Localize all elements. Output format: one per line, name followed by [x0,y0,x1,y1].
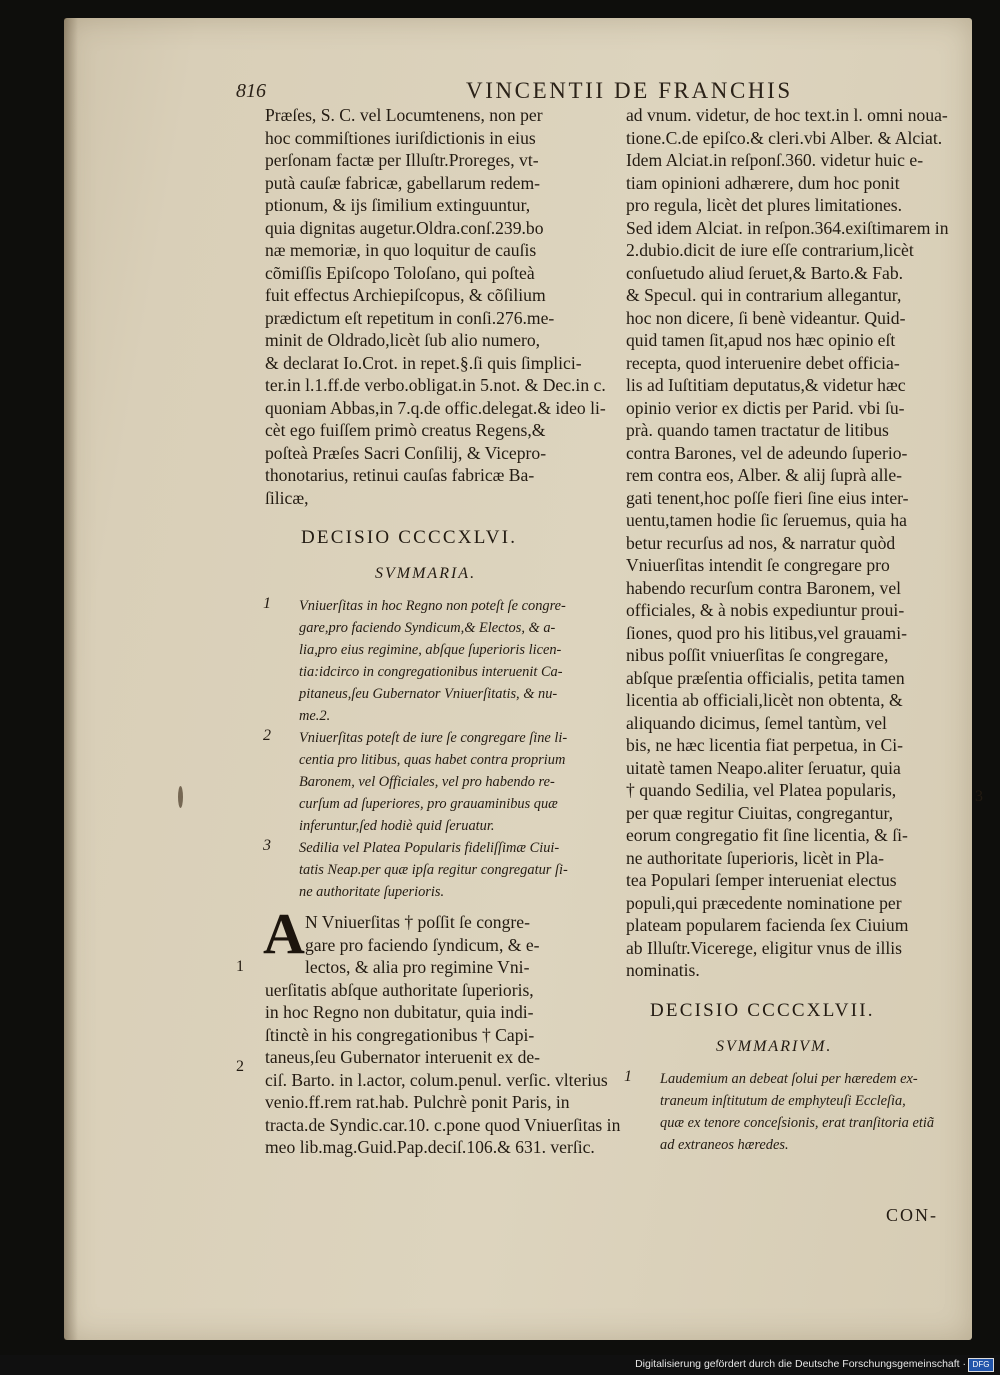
text-line: quoniam Abbas,in 7.q.de offic.delegat.& ideo li- [265,397,606,418]
text-line: ſilicæ, [265,487,309,508]
text-line: uerſitatis abſque authoritate ſuperioris, [265,979,534,1000]
text-line: ad extraneos hæredes. [660,1136,789,1153]
text-line: ne authoritate ſuperioris, licèt in Pla- [626,847,884,868]
summary-title: SVMMARIA. [375,565,477,582]
text-line: nominatis. [626,960,700,980]
left-text-block [265,104,607,509]
text-line: in hoc Regno non dubitatur, quia indi- [265,1002,534,1022]
summary-title: SVMMARIVM. [716,1037,833,1055]
text-line: me.2. [299,708,331,724]
text-line: & Specul. qui in contrarium allegantur, [626,285,902,305]
text-line: cèt ego fuiſſem primò creatus Regens,& [265,420,546,440]
text-line: tatis Neap.per quæ ipſa regitur congregatur ſi- [299,862,568,878]
text-line: 2.dubio.dicit de iure eſſe contrarium,licèt [626,240,914,260]
text-line: minit de Oldrado,licèt ſub alio numero, [265,330,541,350]
text-line: rem contra eos, Alber. & alij ſuprà alle- [626,465,903,485]
text-line: uitatè tamen Neapo.aliter ſeruatur, quia [626,757,901,778]
text-line: venio.ff.rem rat.hab. Pulchrè ponit Paris, in [265,1092,570,1112]
summary-item [265,595,607,727]
text-line: Vniuerſitas intendit ſe congregare pro [626,555,890,575]
text-line: tia:idcirco in congregationibus interuenit Ca- [299,664,563,680]
text-line: Vniuerſitas in hoc Regno non poteſt ſe congre- [299,598,566,614]
summary-number: 3 [263,837,271,854]
footer-bar [0,1355,1000,1375]
text-line: populi,qui præcedente nominatione per [626,892,902,913]
text-line: ad vnum. videtur, de hoc text.in l. omni noua- [626,105,948,125]
text-line: næ memoriæ, in quo loquitur de cauſis [265,240,537,260]
folio-number: 816 [236,80,266,102]
text-line: quid tamen ſit,apud nos hæc opinio eſt [626,330,896,350]
right-column [626,104,968,1156]
text-line: fuit effectus Archiepiſcopus, & cõſilium [265,285,546,305]
text-line: traneum inſtitutum de emphyteuſi Eccleſia, [660,1092,906,1109]
text-line: Vniuerſitas poteſt de iure ſe congregare ſine li- [299,730,568,746]
text-line: recepta, quod interuenire debet officia- [626,352,900,373]
text-line: thonotarius, retinui cauſas fabricæ Ba- [265,465,535,485]
text-line: inferuntur,ſed hodiè quid ſeruatur. [299,818,495,834]
text-line: Baronem, vel Officiales, vel pro habendo re- [299,774,555,790]
text-line: Idem Alciat.in reſponſ.360. videtur huic e- [626,150,924,170]
decision-body [263,901,621,1159]
page-spine-shadow [64,18,78,1340]
text-line: nibus poſſit vniuerſitas ſe congregare, [626,645,889,665]
text-line: † quando Sedilia, vel Platea popularis, [626,780,897,800]
text-line: pitaneus,ſeu Gubernator Vniuerſitatis, & nu- [299,686,558,702]
text-line: Sedilia vel Platea Popularis fideliſſimæ Ciui- [299,840,560,856]
decision-title: DECISIO CCCCXLVII. [650,999,875,1021]
margin-number: 1 [236,958,244,975]
text-line: pro regula, licèt det plures limitationes. [626,195,903,215]
text-line: gare,pro faciendo Syndicum,& Electos, & a- [299,620,556,636]
text-line: N Vniuerſitas † poſſit ſe congre- [305,912,530,932]
indented-lines [265,911,607,979]
summary-item [265,727,607,837]
text-line: taneus,ſeu Gubernator interuenit ex de- [265,1047,541,1067]
text-line: gati tenent,hoc poſſe fieri ſine eius inter- [626,487,909,508]
text-line: tiam opinioni adhærere, dum hoc ponit [626,172,900,193]
text-line: eorum congregatio fit ſine licentia, & ſi- [626,825,908,845]
funding-credit: Digitalisierung gefördert durch die Deutsche Forschungsgemeinschaft · [635,1358,966,1370]
text-line: putà cauſæ fabricæ, gabellarum redem- [265,172,541,193]
ink-stain [178,786,183,808]
summary-number: 1 [263,595,271,612]
text-line: ab Illuſtr.Vicerege, eligitur vnus de illis [626,937,902,958]
text-line: lectos, & alia pro regimine Vni- [305,957,530,977]
text-line: Laudemium an debeat ſolui per hæredem ex- [660,1070,918,1087]
text-line: poſteà Præſes Sacri Conſilij, & Vicepro- [265,442,547,463]
running-title: VINCENTII DE FRANCHIS [466,78,793,103]
text-line: hoc commiſtiones iuriſdictionis in eius [265,127,536,148]
body-lines [265,979,621,1159]
summary-number: 2 [263,727,271,744]
text-line: tea Populari ſemper interueniat electus [626,870,897,890]
text-line: lis ad Iuſtitiam deputatus,& videtur hæc [626,375,906,395]
text-line: habendo recurſum contra Baronem, vel [626,577,902,598]
text-line: hoc non dicere, ſi benè videantur. Quid- [626,307,906,328]
text-line: Sed idem Alciat. in reſpon.364.exiſtimarem in [626,217,949,238]
text-line: tracta.de Syndic.car.10. c.pone quod Vniuerſitas in [265,1114,621,1135]
text-line: cõmiſſis Epiſcopo Toloſano, qui poſteà [265,262,535,283]
text-line: conſuetudo aliud ſeruet,& Barto.& Fab. [626,262,904,283]
text-line: gare pro faciendo ſyndicum, & e- [305,934,540,955]
text-line: ſiones, quod pro his litibus,vel grauami- [626,622,907,643]
catchword: CON- [886,1205,938,1225]
text-line: opinio verior ex dictis per Parid. vbi ſu- [626,397,905,418]
text-line: ciſ. Barto. in l.actor, colum.penul. verſic. vlterius [265,1069,608,1090]
text-line: abſque præſentia officialis, petita tamen [626,667,905,688]
text-line: curſum ad ſuperiores, pro grauaminibus quæ [299,796,558,812]
left-column [263,104,621,1159]
text-line: contra Barones, vel de adeundo ſuperio- [626,442,908,463]
drop-cap: A [263,901,305,966]
right-text-block [626,104,968,982]
text-line: per quæ regitur Ciuitas, congregantur, [626,802,894,823]
dfg-logo-icon: DFG [968,1358,994,1372]
text-line: tione.C.de epiſco.& cleri.vbi Alber. & Alciat. [626,127,943,148]
text-line: plateam popularem facienda ſex Ciuium [626,915,909,935]
text-line: ptionum, & ijs ſimilium extinguuntur, [265,195,531,215]
summary-number: 1 [624,1067,632,1085]
summary-item [626,1068,968,1156]
decision-title: DECISIO CCCCXLVI. [301,527,518,548]
text-line: bis, ne hæc licentia fiat perpetua, in Ci- [626,735,904,755]
text-line: betur recurſus ad nos, & narratur quòd [626,532,896,553]
text-line: & declarat Io.Crot. in repet.§.ſi quis ſimplici- [265,352,582,373]
text-line: uentu,tamen hodie ſic ſeruemus, quia ha [626,510,907,530]
text-line: quia dignitas augetur.Oldra.conſ.239.bo [265,217,544,238]
summary-item [265,837,607,903]
text-line: lia,pro eius regimine, abſque ſuperioris licen- [299,642,562,658]
summary-list [265,595,607,903]
margin-number: 3 [975,788,983,805]
text-line: quæ ex tenore conceſsionis, erat tranſitoria etiã [660,1114,935,1131]
text-line: officiales, & à nobis expediuntur proui- [626,600,905,620]
text-line: centia pro litibus, quas habet contra proprium [299,752,566,768]
margin-number: 2 [236,1058,244,1075]
text-line: ne authoritate ſuperioris. [299,884,445,900]
text-line: ſtinctè in his congregationibus † Capi- [265,1024,535,1045]
text-line: prà. quando tamen tractatur de litibus [626,420,889,440]
text-line: Præſes, S. C. vel Locumtenens, non per [265,105,543,125]
text-line: ter.in l.1.ff.de verbo.obligat.in 5.not. & Dec.in c. [265,375,606,395]
text-line: perſonam factæ per Illuſtr.Proreges, vt- [265,150,539,170]
text-line: prædictum eſt repetitum in conſi.276.me- [265,307,555,328]
text-line: meo lib.mag.Guid.Pap.deciſ.106.& 631. verſic. [265,1137,595,1157]
text-line: licentia ab officiali,licèt non obtenta, & [626,690,903,710]
text-line: aliquando dicimus, ſemel tantùm, vel [626,712,887,733]
